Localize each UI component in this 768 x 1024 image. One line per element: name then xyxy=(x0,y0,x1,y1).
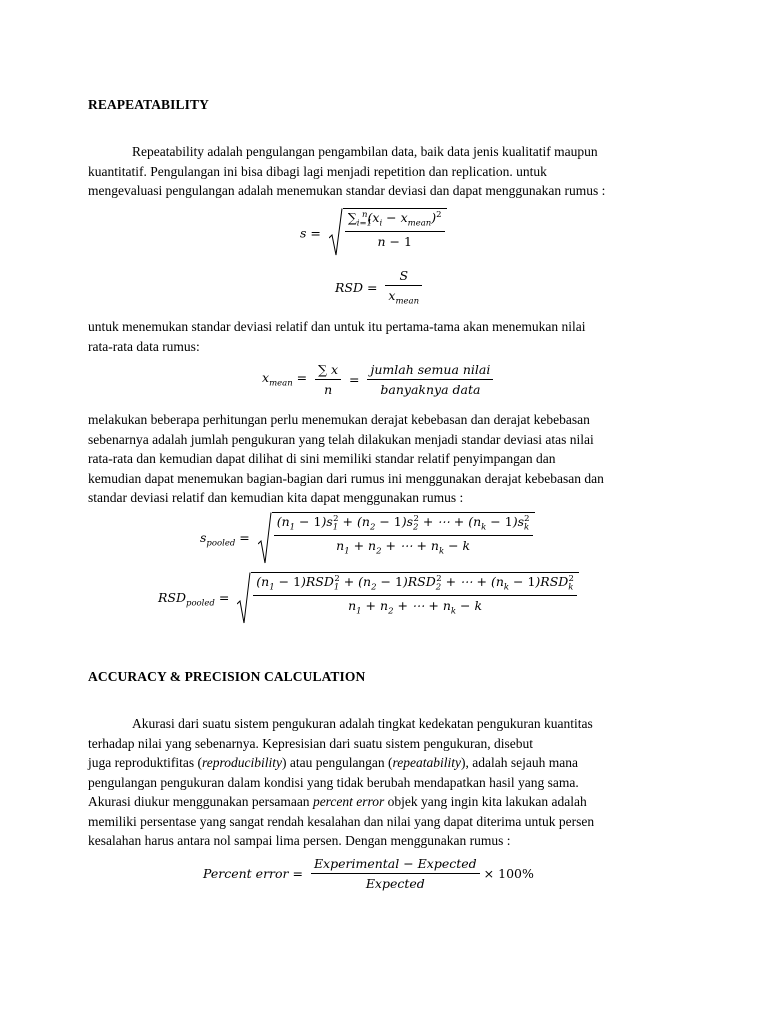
equation-percent-error: Percent error = $\frac{\text{Experimental − Expected}}{\text{Expected}}$ × 100% xyxy=(203,856,534,891)
equation-rsd-pooled: $RSD_{pooled}$ = $\frac{(n_1 - 1)RSD_1^2 + (n_2 - 1)RSD_2^2 + \cdots + (n_k - 1)RSD_k^2}{n_1 + n_2 + \cdots + n_k - k}$ xyxy=(158,572,579,626)
paragraph-pooled-intro xyxy=(88,410,680,508)
paragraph-rsd-intro xyxy=(88,317,680,356)
percent-error-denominator: Expected xyxy=(365,876,425,891)
paragraph-repeatability-intro xyxy=(88,142,680,201)
paragraph-accuracy-intro xyxy=(88,714,680,851)
text-segment: ) atau pengulangan ( xyxy=(281,755,393,770)
text-line: memiliki persentase yang sangat rendah kesalahan dan nilai yang dapat diterima untuk persen xyxy=(88,813,595,829)
equation-mean: $x_{mean}$ = $\frac{\sum x}{n}$ = $\frac{\text{jumlah semua nilai}}{\text{banyaknya data}}$ xyxy=(262,362,493,397)
section-heading-repeatability: REAPEATABILITY xyxy=(88,97,209,112)
section-heading-accuracy-precision: ACCURACY & PRECISION CALCULATION xyxy=(88,669,366,684)
text-line: Repeatability adalah pengulangan pengambilan data, baik data jenis kualitatif maupun xyxy=(132,144,598,159)
text-line: mengevaluasi pengulangan adalah menemukan standar deviasi dan dapat menggunakan rumus : xyxy=(88,183,606,198)
text-line-with-italics xyxy=(88,753,680,773)
text-line: pengulangan pengukuran dalam kondisi yang tidak berubah mendapatkan hasil yang sama. xyxy=(88,774,579,790)
text-line: Akurasi dari suatu sistem pengukuran adalah tingkat kedekatan pengukuran kuantitas xyxy=(132,716,593,731)
equation-standard-deviation: s = $\frac{\sum_{i=1}^n(x_i - x_{mean})^2}{n - 1}$ xyxy=(300,208,447,258)
text-line: terhadap nilai yang sebenarnya. Kepresisian dari suatu sistem pengukuran, disebut xyxy=(88,735,533,751)
text-segment: ), adalah sejauh mana xyxy=(461,755,578,770)
percent-error-lhs: Percent error xyxy=(203,866,289,881)
text-segment: objek yang ingin kita lakukan adalah xyxy=(384,794,587,809)
equation-s-pooled: $s_{pooled}$ = $\frac{(n_1 - 1)s_1^2 + (n_2 - 1)s_2^2 + \cdots + (n_k - 1)s_k^2}{n_1 + n_2 + \cdots + n_k - k}$ xyxy=(200,512,535,566)
mean-denominator-text: banyaknya data xyxy=(380,382,481,397)
italic-term: repeatability xyxy=(392,755,462,770)
text-line: rata-rata dan kemudian dapat dilihat di sini memiliki standar relatif penyimpangan dan xyxy=(88,451,556,466)
text-line: melakukan beberapa perhitungan perlu menemukan derajat kebebasan dan derajat kebebasan xyxy=(88,412,590,427)
percent-error-multiplier: × 100% xyxy=(483,866,534,881)
italic-term: reproducibility xyxy=(201,755,282,770)
text-line: kemudian dapat menemukan bagian-bagian dari rumus ini menggunakan derajat kebebasan dan xyxy=(88,470,604,486)
text-line: rata-rata data rumus: xyxy=(88,338,200,354)
text-line: sebenarnya adalah jumlah pengukuran yang telah dilakukan menjadi standar deviasi atas nilai xyxy=(88,431,594,447)
text-line: kesalahan harus antara nol sampai lima persen. Dengan menggunakan rumus : xyxy=(88,833,511,848)
text-line-with-italics xyxy=(88,792,680,812)
text-segment: juga reproduktifitas ( xyxy=(88,755,202,770)
equation-rsd: RSD = $\frac{S}{x_{mean}}$ xyxy=(335,268,422,307)
text-line: untuk menemukan standar deviasi relatif dan untuk itu pertama-tama akan menemukan nilai xyxy=(88,319,586,334)
text-segment: Akurasi diukur menggunakan persamaan xyxy=(88,794,313,809)
percent-error-numerator: Experimental − Expected xyxy=(311,856,480,874)
mean-numerator-text: jumlah semua nilai xyxy=(367,362,493,380)
text-line: standar deviasi relatif dan kemudian kita dapat menggunakan rumus : xyxy=(88,490,464,505)
text-line: kuantitatif. Pengulangan ini bisa dibagi lagi menjadi repetition dan replication. untuk xyxy=(88,163,547,179)
italic-term: percent error xyxy=(312,794,385,809)
